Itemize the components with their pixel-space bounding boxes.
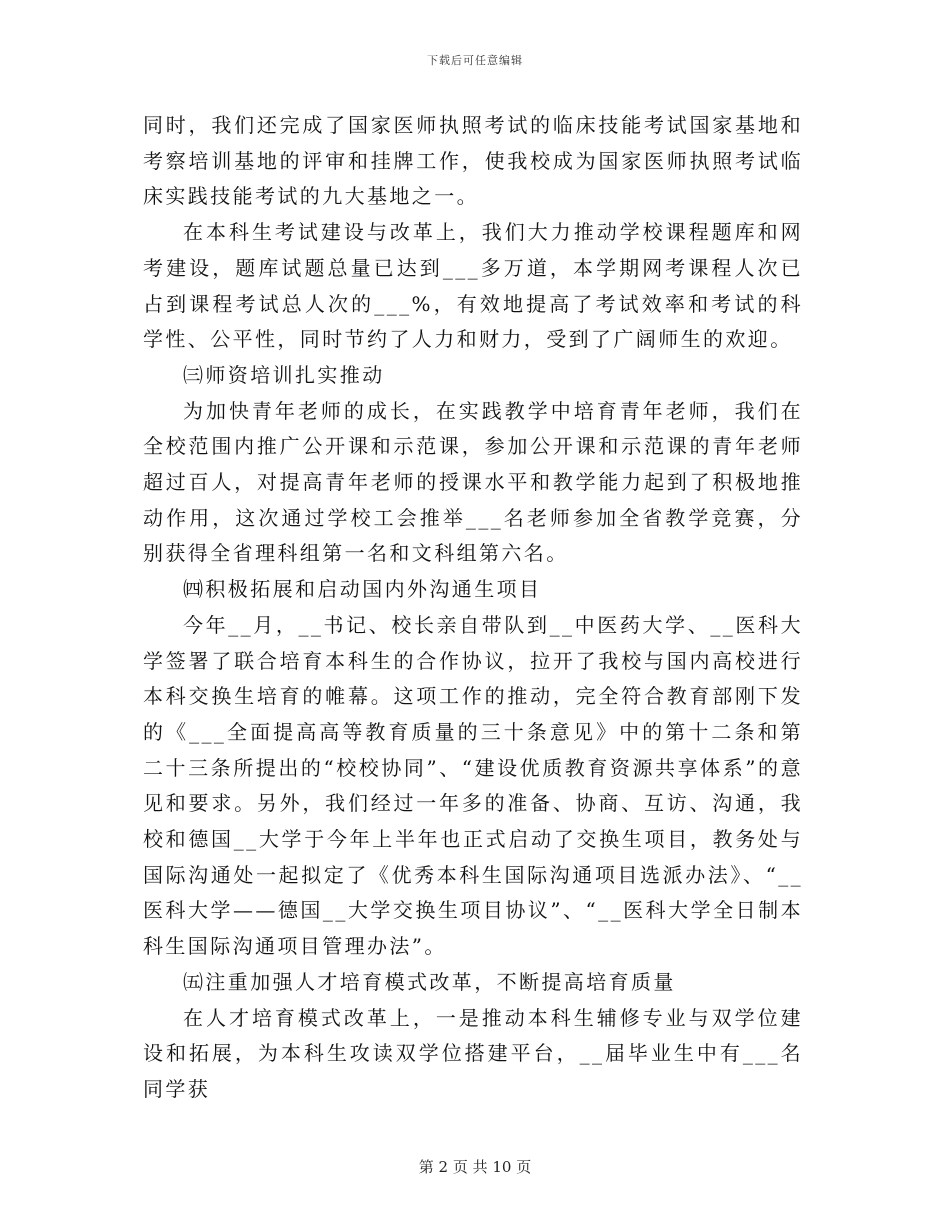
page-header-note: 下载后可任意编辑 bbox=[427, 54, 523, 67]
section-heading-talent-cultivation: ㈤注重加强人才培育模式改革，不断提高培育质量 bbox=[183, 969, 676, 994]
page-number: 第 2 页 共 10 页 bbox=[418, 1158, 532, 1176]
section-heading-exchange-programs: ㈣积极拓展和启动国内外沟通生项目 bbox=[183, 577, 542, 602]
paragraph-exam-reform: 在本科生考试建设与改革上，我们大力推动学校课程题库和网考建设，题库试题总量已达到___多万道，本学期网考课程人次已占到课程考试总人次的___%，有效地提高了考试效率和考试的科学性、公平性，同时节约了人力和财力，受到了广阔师生的欢迎。 bbox=[143, 220, 803, 352]
paragraph-teacher-training: 为加快青年老师的成长，在实践教学中培育青年老师，我们在全校范围内推广公开课和示范课，参加公开课和示范课的青年老师超过百人，对提高青年老师的授课水平和教学能力起到了积极地推动作用，这次通过学校工会推举___名老师参加全省教学竞赛，分别获得全省理科组第一名和文科组第六名。 bbox=[143, 398, 803, 566]
paragraph-talent-cultivation: 在人才培育模式改革上，一是推动本科生辅修专业与双学位建设和拓展，为本科生攻读双学位搭建平台，__届毕业生中有___名同学获 bbox=[143, 1005, 803, 1101]
section-heading-teacher-training: ㈢师资培训扎实推动 bbox=[183, 362, 385, 387]
paragraph-exchange-programs: 今年__月，__书记、校长亲自带队到__中医药大学、__医科大学签署了联合培育本科生的合作协议，拉开了我校与国内高校进行本科交换生培育的帷幕。这项工作的推动，完全符合教育部刚下发的《___全面提高高等教育质量的三十条意见》中的第十二条和第二十三条所提出的“校校协同”、“建设优质教育资源共享体系”的意见和要求。另外，我们经过一年多的准备、协商、互访、沟通，我校和德国__大学于今年上半年也正式启动了交换生项目，教务处与国际沟通处一起拟定了《优秀本科生国际沟通项目选派办法》、“__医科大学——德国__大学交换生项目协议”、“__医科大学全日制本科生国际沟通项目管理办法”。 bbox=[143, 612, 803, 959]
document-body bbox=[143, 108, 803, 1108]
paragraph-continuation: 同时，我们还完成了国家医师执照考试的临床技能考试国家基地和考察培训基地的评审和挂牌工作，使我校成为国家医师执照考试临床实践技能考试的九大基地之一。 bbox=[143, 113, 803, 209]
